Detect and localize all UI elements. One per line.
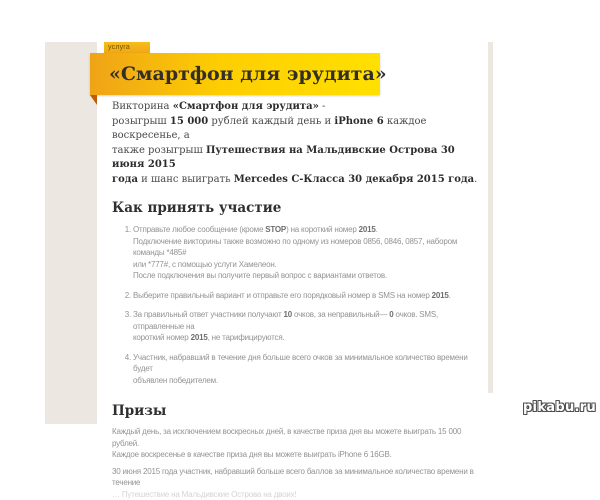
clipped-text-line: … Путешествие на Мальдивские Острова на двоих! [112, 489, 297, 499]
final-paragraph: 30 июня 2015 года участник, набравший больше всего баллов за минимальное количество времени в течение … Путешествие на Мальдивские Острова на двоих! [112, 466, 474, 499]
watermark: pikabu.ru [522, 400, 596, 415]
prizes-paragraph: Каждый день, за исключением воскресных дней, в качестве приза дня вы можете выиграть 15 000 рублей. Каждое воскресенье в качестве приза дня вы можете выиграть iPhone 6 16GB. [112, 427, 462, 459]
section-heading-prizes: Призы [112, 403, 167, 419]
section-heading-how: Как принять участие [112, 200, 282, 216]
kicker-label: услуга [108, 44, 130, 51]
ribbon-band [90, 53, 387, 95]
intro-text: Викторина [112, 101, 173, 112]
list-item-4: 4. Участник, набравший в течение дня больше всего очков за минимальное количество времени будет объявлен победителем. [133, 352, 485, 387]
intro-paragraph: Викторина «Смартфон для эрудита» - розыгрыш 15 000 рублей каждый день и iPhone 6 каждое воскресенье, а также розыгрыш Путешествия на Мальдивские Острова 30 июня 2015 года и шанс выиграть Mercedes C-Класса 30 декабря 2015 года. [112, 101, 478, 185]
steps-list [112, 224, 485, 386]
list-item-3: 3. За правильный ответ участники получают 10 очков, за неправильный— 0 очков. SMS, отправленные на короткий номер 2015, не тарифицируются. [133, 309, 485, 344]
list-item-1: 1. Отправьте любое сообщение (кроме STOP) на короткий номер 2015. Подключение викторины также возможно по одному из номеров 0856, 0846, 0857, набором команды *485# или *777#, с помощью услуги Хамелеон. После подключения вы получите первый вопрос с вариантами ответов. [133, 224, 485, 282]
page-title: «Смартфон для эрудита» [109, 63, 387, 85]
list-item-2: 2. Выберите правильный вариант и отправьте его порядковый номер в SMS на номер 2015. [133, 290, 485, 302]
ribbon-kicker-tab [104, 42, 150, 53]
